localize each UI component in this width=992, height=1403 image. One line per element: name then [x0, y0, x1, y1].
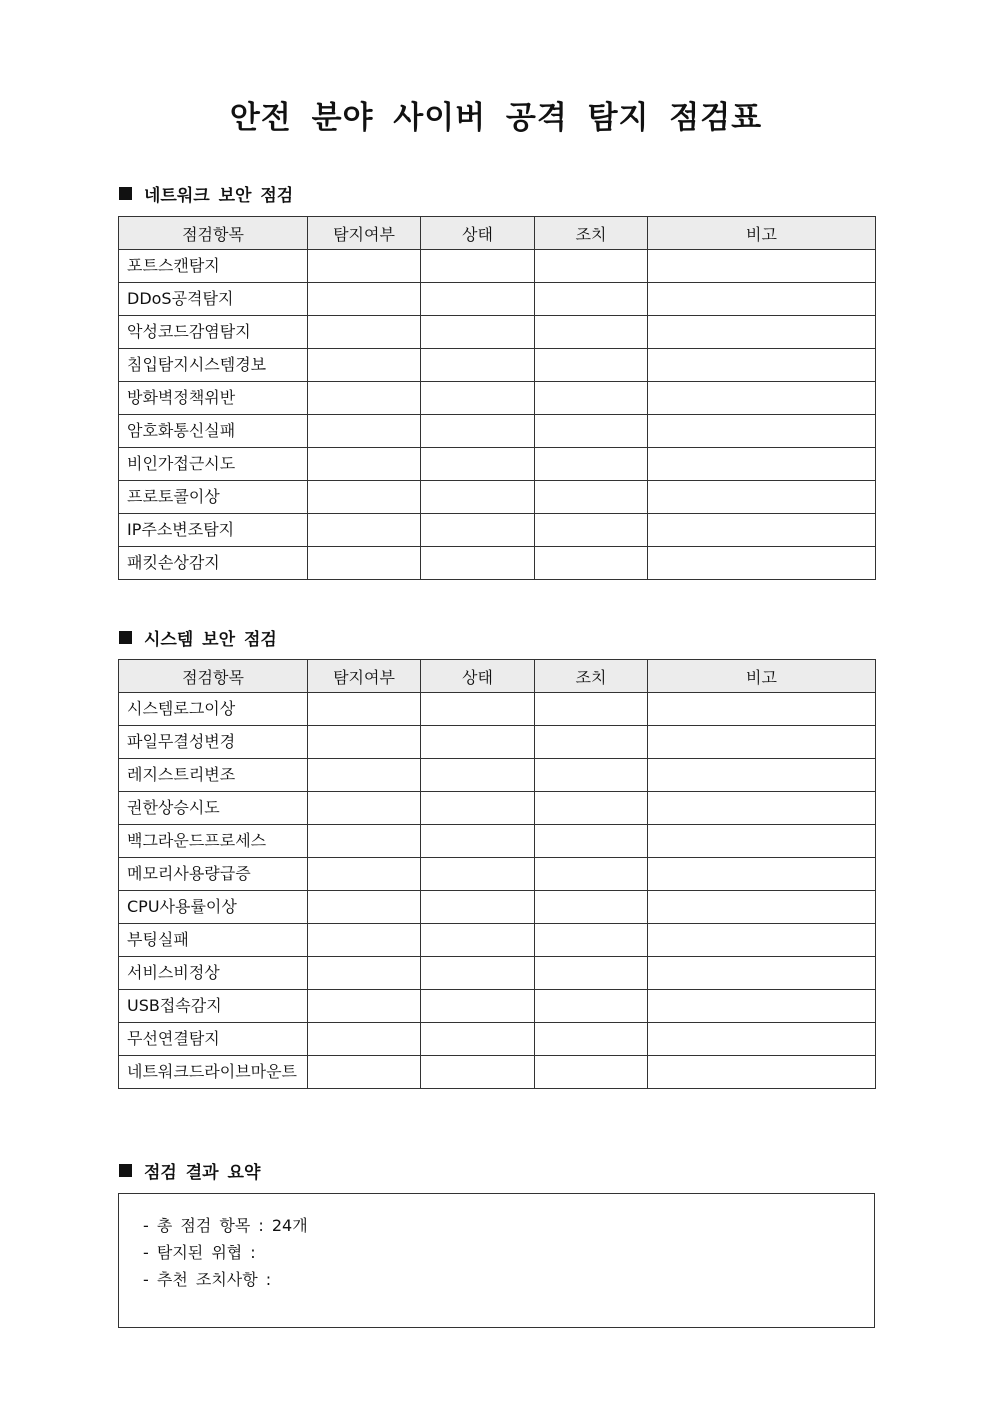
summary-section-title: 점검 결과 요약: [144, 1163, 261, 1183]
detected-cell[interactable]: [308, 415, 421, 448]
remarks-cell[interactable]: [648, 283, 876, 316]
table-row: [119, 957, 876, 990]
detected-cell[interactable]: [308, 957, 421, 990]
summary-section-heading: [119, 1158, 260, 1183]
action-cell[interactable]: [535, 726, 648, 759]
action-cell[interactable]: [535, 448, 648, 481]
action-cell[interactable]: [535, 759, 648, 792]
remarks-cell[interactable]: [648, 726, 876, 759]
header-action: 조치: [535, 217, 648, 250]
table-row: [119, 990, 876, 1023]
action-cell[interactable]: [535, 547, 648, 580]
action-cell[interactable]: [535, 514, 648, 547]
status-cell[interactable]: [421, 759, 535, 792]
table-row: [119, 415, 876, 448]
check-item-name: 방화벽정책위반: [119, 382, 308, 415]
status-cell[interactable]: [421, 382, 535, 415]
summary-box: [118, 1193, 875, 1328]
detected-cell[interactable]: [308, 250, 421, 283]
remarks-cell[interactable]: [648, 349, 876, 382]
network-section-title: 네트워크 보안 점검: [144, 186, 294, 206]
table-row: [119, 924, 876, 957]
table-row: [119, 858, 876, 891]
table-row: [119, 1056, 876, 1089]
status-cell[interactable]: [421, 547, 535, 580]
check-item-name: 비인가접근시도: [119, 448, 308, 481]
table-row: [119, 382, 876, 415]
status-cell[interactable]: [421, 924, 535, 957]
table-row: [119, 448, 876, 481]
check-item-name: 파일무결성변경: [119, 726, 308, 759]
header-action: 조치: [535, 660, 648, 693]
action-cell[interactable]: [535, 250, 648, 283]
check-item-name: USB접속감지: [119, 990, 308, 1023]
table-header-row: [119, 660, 876, 693]
check-item-name: 포트스캔탐지: [119, 250, 308, 283]
detected-cell[interactable]: [308, 726, 421, 759]
action-cell[interactable]: [535, 891, 648, 924]
table-row: [119, 250, 876, 283]
network-section-heading: [119, 181, 293, 206]
header-remarks: 비고: [648, 217, 876, 250]
remarks-cell[interactable]: [648, 382, 876, 415]
table-row: [119, 481, 876, 514]
table-row: [119, 514, 876, 547]
status-cell[interactable]: [421, 448, 535, 481]
table-row: [119, 349, 876, 382]
network-table-body: [119, 250, 876, 580]
square-bullet-icon: [119, 631, 132, 644]
check-item-name: 메모리사용량급증: [119, 858, 308, 891]
square-bullet-icon: [119, 187, 132, 200]
check-item-name: IP주소변조탐지: [119, 514, 308, 547]
check-item-name: 악성코드감염탐지: [119, 316, 308, 349]
detected-cell[interactable]: [308, 283, 421, 316]
status-cell[interactable]: [421, 825, 535, 858]
table-row: [119, 316, 876, 349]
remarks-cell[interactable]: [648, 1023, 876, 1056]
status-cell[interactable]: [421, 349, 535, 382]
remarks-cell[interactable]: [648, 415, 876, 448]
system-check-table: [118, 659, 876, 1089]
remarks-cell[interactable]: [648, 1056, 876, 1089]
detected-cell[interactable]: [308, 349, 421, 382]
check-item-name: 서비스비정상: [119, 957, 308, 990]
check-item-name: 시스템로그이상: [119, 693, 308, 726]
action-cell[interactable]: [535, 693, 648, 726]
status-cell[interactable]: [421, 1023, 535, 1056]
summary-line-total: - 총 점검 항목 : 24개: [143, 1216, 308, 1235]
table-row: [119, 891, 876, 924]
check-item-name: 암호화통신실패: [119, 415, 308, 448]
detected-cell[interactable]: [308, 481, 421, 514]
check-item-name: 부팅실패: [119, 924, 308, 957]
status-cell[interactable]: [421, 891, 535, 924]
remarks-cell[interactable]: [648, 693, 876, 726]
detected-cell[interactable]: [308, 759, 421, 792]
table-row: [119, 283, 876, 316]
check-item-name: 무선연결탐지: [119, 1023, 308, 1056]
detected-cell[interactable]: [308, 990, 421, 1023]
table-header-row: [119, 217, 876, 250]
remarks-cell[interactable]: [648, 514, 876, 547]
table-row: [119, 726, 876, 759]
detected-cell[interactable]: [308, 1023, 421, 1056]
status-cell[interactable]: [421, 514, 535, 547]
table-row: [119, 759, 876, 792]
detected-cell[interactable]: [308, 924, 421, 957]
remarks-cell[interactable]: [648, 250, 876, 283]
remarks-cell[interactable]: [648, 547, 876, 580]
remarks-cell[interactable]: [648, 858, 876, 891]
detected-cell[interactable]: [308, 382, 421, 415]
detected-cell[interactable]: [308, 1056, 421, 1089]
action-cell[interactable]: [535, 415, 648, 448]
action-cell[interactable]: [535, 1056, 648, 1089]
status-cell[interactable]: [421, 1056, 535, 1089]
table-row: [119, 792, 876, 825]
status-cell[interactable]: [421, 858, 535, 891]
summary-line-recommendations: - 추천 조치사항 :: [143, 1270, 272, 1289]
action-cell[interactable]: [535, 957, 648, 990]
action-cell[interactable]: [535, 382, 648, 415]
remarks-cell[interactable]: [648, 448, 876, 481]
remarks-cell[interactable]: [648, 792, 876, 825]
status-cell[interactable]: [421, 792, 535, 825]
detected-cell[interactable]: [308, 514, 421, 547]
network-check-table: [118, 216, 876, 580]
header-detected: 탐지여부: [308, 217, 421, 250]
remarks-cell[interactable]: [648, 891, 876, 924]
action-cell[interactable]: [535, 1023, 648, 1056]
summary-list: [143, 1212, 308, 1293]
status-cell[interactable]: [421, 957, 535, 990]
remarks-cell[interactable]: [648, 481, 876, 514]
table-row: [119, 547, 876, 580]
remarks-cell[interactable]: [648, 957, 876, 990]
status-cell[interactable]: [421, 693, 535, 726]
header-status: 상태: [421, 660, 535, 693]
check-item-name: 레지스트리변조: [119, 759, 308, 792]
detected-cell[interactable]: [308, 547, 421, 580]
remarks-cell[interactable]: [648, 825, 876, 858]
table-row: [119, 825, 876, 858]
action-cell[interactable]: [535, 283, 648, 316]
status-cell[interactable]: [421, 250, 535, 283]
header-status: 상태: [421, 217, 535, 250]
remarks-cell[interactable]: [648, 990, 876, 1023]
status-cell[interactable]: [421, 415, 535, 448]
detected-cell[interactable]: [308, 316, 421, 349]
check-item-name: 패킷손상감지: [119, 547, 308, 580]
system-section-heading: [119, 625, 277, 650]
check-item-name: CPU사용률이상: [119, 891, 308, 924]
summary-line-threats: - 탐지된 위협 :: [143, 1243, 256, 1262]
detected-cell[interactable]: [308, 448, 421, 481]
action-cell[interactable]: [535, 792, 648, 825]
detected-cell[interactable]: [308, 693, 421, 726]
check-item-name: 백그라운드프로세스: [119, 825, 308, 858]
page-title: 안전 분야 사이버 공격 탐지 점검표: [229, 100, 763, 136]
detected-cell[interactable]: [308, 825, 421, 858]
remarks-cell[interactable]: [648, 759, 876, 792]
detected-cell[interactable]: [308, 858, 421, 891]
detected-cell[interactable]: [308, 891, 421, 924]
detected-cell[interactable]: [308, 792, 421, 825]
square-bullet-icon: [119, 1164, 132, 1177]
check-item-name: 네트워크드라이브마운트: [119, 1056, 308, 1089]
header-item: 점검항목: [119, 660, 308, 693]
table-row: [119, 1023, 876, 1056]
action-cell[interactable]: [535, 825, 648, 858]
action-cell[interactable]: [535, 990, 648, 1023]
check-item-name: 침입탐지시스템경보: [119, 349, 308, 382]
table-row: [119, 693, 876, 726]
status-cell[interactable]: [421, 316, 535, 349]
action-cell[interactable]: [535, 481, 648, 514]
check-item-name: 권한상승시도: [119, 792, 308, 825]
remarks-cell[interactable]: [648, 924, 876, 957]
header-detected: 탐지여부: [308, 660, 421, 693]
check-item-name: 프로토콜이상: [119, 481, 308, 514]
status-cell[interactable]: [421, 990, 535, 1023]
remarks-cell[interactable]: [648, 316, 876, 349]
action-cell[interactable]: [535, 316, 648, 349]
action-cell[interactable]: [535, 924, 648, 957]
system-section-title: 시스템 보안 점검: [144, 630, 277, 650]
action-cell[interactable]: [535, 349, 648, 382]
system-table-body: [119, 693, 876, 1089]
status-cell[interactable]: [421, 726, 535, 759]
action-cell[interactable]: [535, 858, 648, 891]
status-cell[interactable]: [421, 283, 535, 316]
header-remarks: 비고: [648, 660, 876, 693]
header-item: 점검항목: [119, 217, 308, 250]
check-item-name: DDoS공격탐지: [119, 283, 308, 316]
status-cell[interactable]: [421, 481, 535, 514]
